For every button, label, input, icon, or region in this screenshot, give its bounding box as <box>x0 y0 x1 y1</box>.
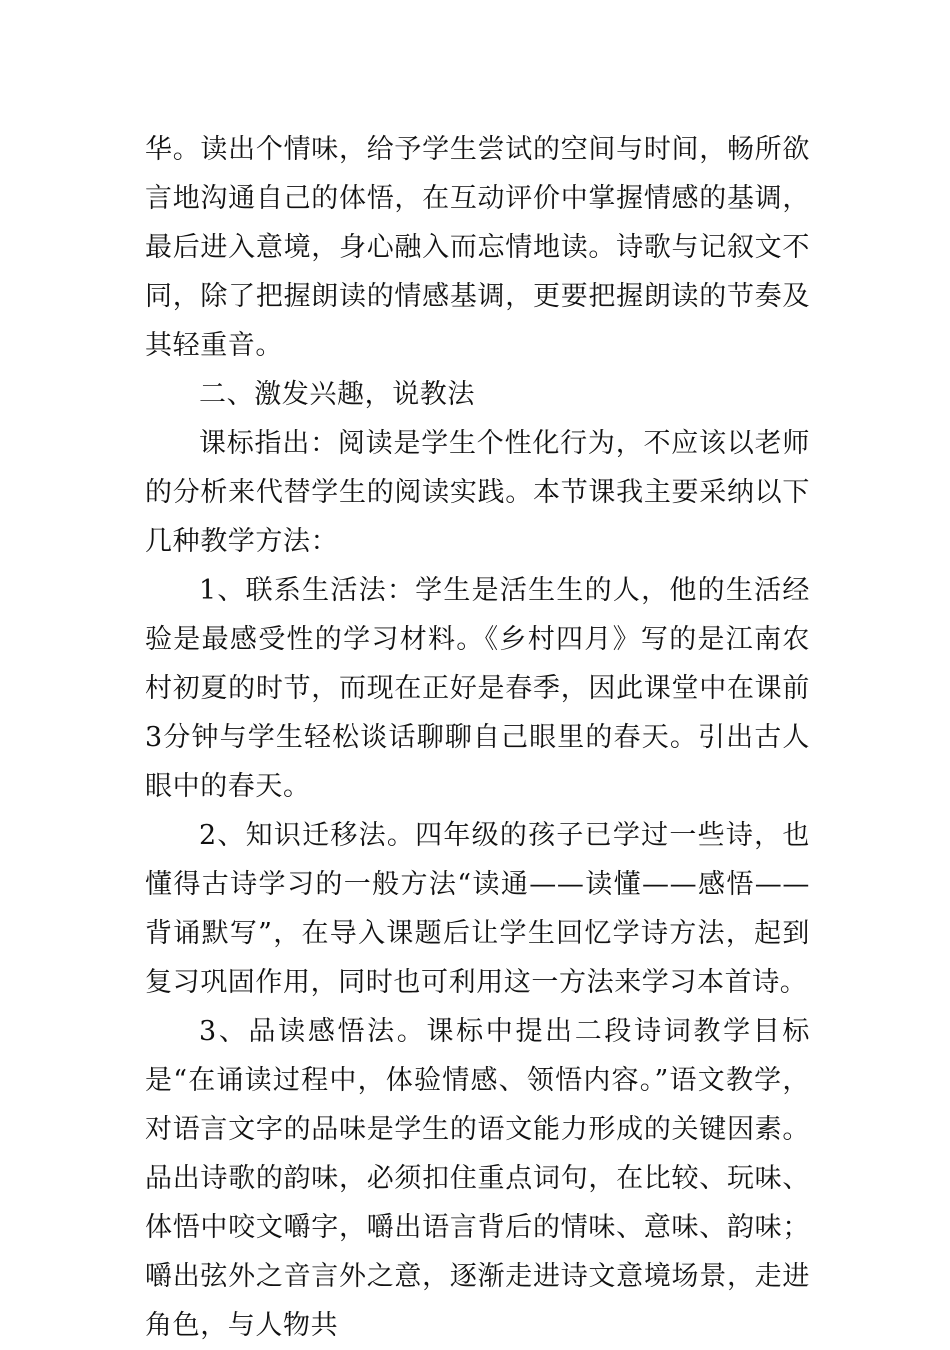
paragraph-curriculum-note: 课标指出：阅读是学生个性化行为，不应该以老师的分析来代替学生的阅读实践。本节课我主要采纳以下几种教学方法： <box>145 428 810 557</box>
paragraph-continuation: 华。读出个情味，给予学生尝试的空间与时间，畅所欲言地沟通自己的体悟，在互动评价中掌握情感的基调，最后进入意境，身心融入而忘情地读。诗歌与记叙文不同，除了把握朗读的情感基调，更要把握朗读的节奏及其轻重音。 <box>145 134 810 361</box>
paragraph-method-2: 2、知识迁移法。四年级的孩子已学过一些诗，也懂得古诗学习的一般方法“读通——读懂——感悟——背诵默写”，在导入课题后让学生回忆学诗方法，起到复习巩固作用，同时也可利用这一方法来学习本首诗。 <box>145 820 810 998</box>
paragraph-method-1: 1、联系生活法：学生是活生生的人，他的生活经验是最感受性的学习材料。《乡村四月》写的是江南农村初夏的时节，而现在正好是春季，因此课堂中在课前3分钟与学生轻松谈话聊聊自己眼里的春天。引出古人眼中的春天。 <box>145 575 810 802</box>
document-body <box>145 125 810 1350</box>
section-heading-teaching-methods: 二、激发兴趣，说教法 <box>199 379 475 410</box>
paragraph-method-3: 3、品读感悟法。课标中提出二段诗词教学目标是“在诵读过程中，体验情感、领悟内容。”语文教学，对语言文字的品味是学生的语文能力形成的关键因素。品出诗歌的韵味，必须扣住重点词句，在比较、玩味、体悟中咬文嚼字，嚼出语言背后的情味、意味、韵味；嚼出弦外之音言外之意，逐渐走进诗文意境场景，走进角色，与人物共 <box>145 1016 810 1341</box>
